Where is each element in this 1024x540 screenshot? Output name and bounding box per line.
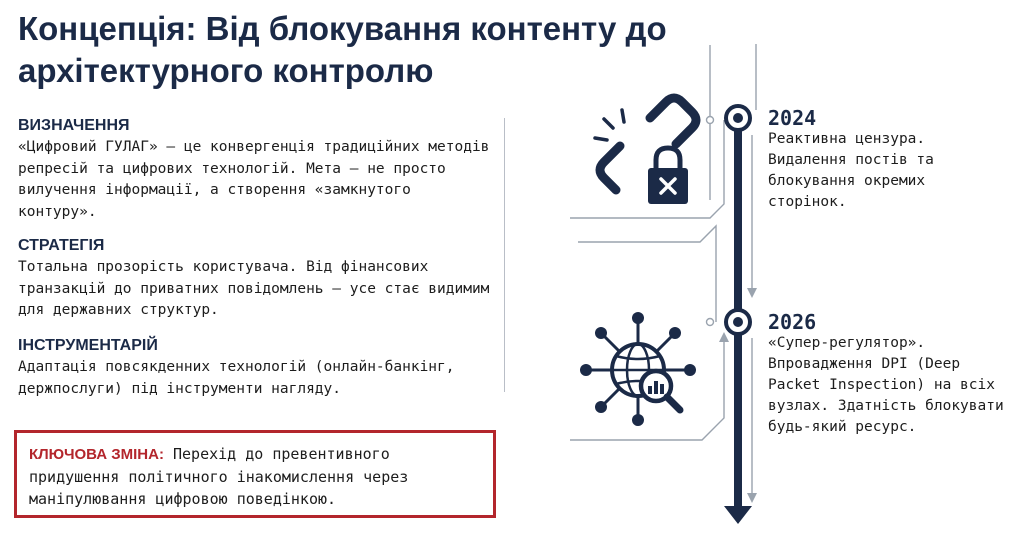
page-title: Концепція: Від блокування контенту до архітектурного контролю — [18, 10, 667, 89]
column-divider — [504, 118, 505, 392]
key-change-box — [14, 430, 496, 518]
timeline-node-2026 — [726, 310, 750, 334]
broken-chain-lock-icon — [595, 98, 696, 204]
timeline-node-2024 — [726, 106, 750, 130]
key-change-text — [29, 443, 481, 510]
section-body: Тотальна прозорість користувача. Від фінансових транзакцій до приватних повідомлень — усе стає видимим для державних структур. — [18, 259, 490, 318]
section-body: Адаптація повсякденних технологій (онлайн-банкінг, держпослуги) під інструменти нагляду. — [18, 359, 455, 397]
section-heading: ВИЗНАЧЕННЯ — [18, 117, 130, 134]
section-heading: ІНСТРУМЕНТАРІЙ — [18, 337, 158, 354]
section-body: «Цифровий ГУЛАГ» — це конвергенція традиційних методів репресій та цифрових технологій. Мета — не просто вилучення інформації, а створення «замкнутого контуру». — [18, 139, 490, 220]
section-strategy — [18, 236, 498, 322]
timeline-year-2026: 2026 — [768, 310, 817, 334]
timeline-year-2024: 2024 — [768, 106, 817, 130]
key-change-label: КЛЮЧОВА ЗМІНА: — [29, 446, 164, 463]
timeline-event-2026: «Супер-регулятор». Впровадження DPI (Deep Packet Inspection) на всіх вузлах. Здатність блокувати будь-який ресурс. — [768, 335, 1004, 435]
key-change-body: Перехід до превентивного придушення політичного інакомислення через маніпулювання цифровою поведінкою. — [29, 445, 409, 508]
timeline-event-2024: Реактивна цензура. Видалення постів та блокування окремих сторінок. — [768, 131, 934, 210]
globe-network-magnifier-icon — [580, 312, 696, 426]
section-definition — [18, 116, 498, 223]
timeline-arrow-icon — [724, 506, 752, 524]
section-heading: СТРАТЕГІЯ — [18, 237, 105, 254]
section-tools — [18, 336, 498, 400]
